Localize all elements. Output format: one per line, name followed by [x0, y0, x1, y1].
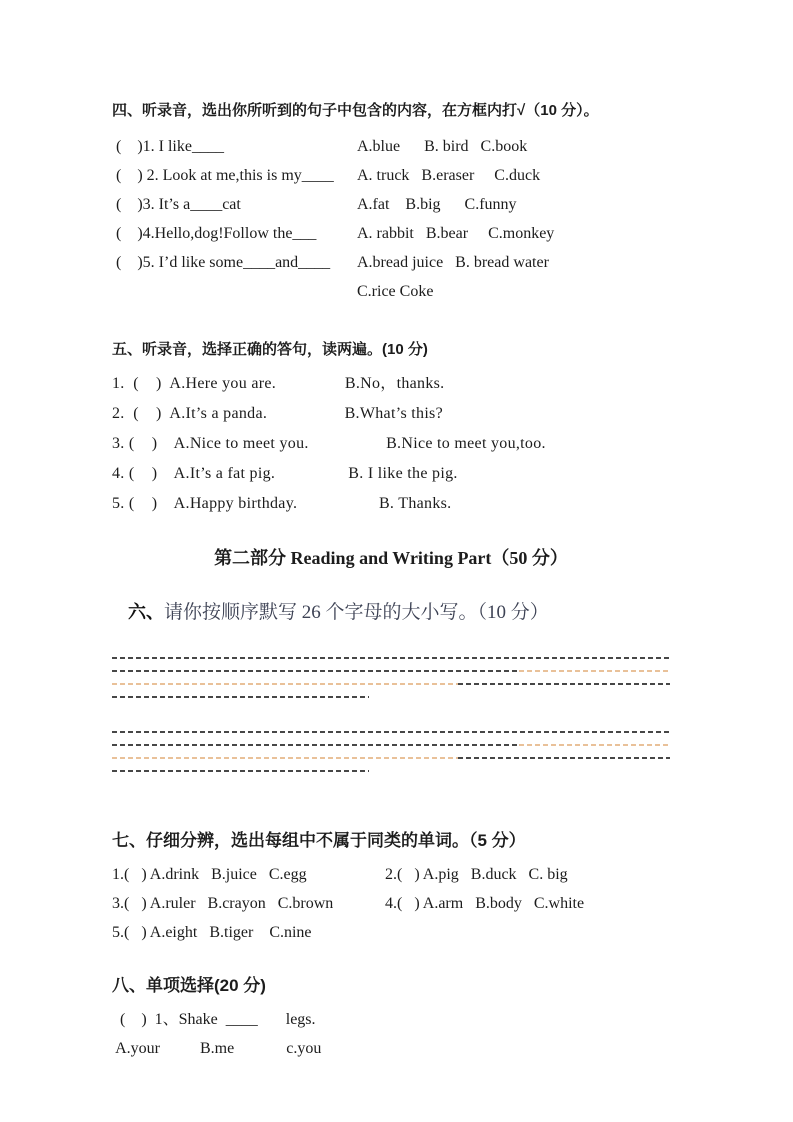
answer-line [112, 696, 670, 698]
answer-options: A. truck B.eraser C.duck [357, 167, 541, 184]
section-7-heading: 七、仔细分辨，选出每组中不属于同类的单词。（5 分） [112, 831, 526, 850]
answer-line [112, 670, 670, 672]
question-row-4-4 [112, 219, 670, 248]
question-row-4-5 [112, 248, 670, 277]
section-4-listening-choose [112, 100, 670, 306]
section-6-instruction: 请你按顺序默写 26 个字母的大小写。（10 分） [164, 602, 549, 623]
question-row-5-4: 4. ( ) A.It’s a fat pig. B. I like the pig. [112, 465, 458, 482]
question-row-5-1: 1. ( ) A.Here you are. B.No，thanks. [112, 375, 445, 392]
answer-line [112, 744, 670, 746]
question-text [112, 277, 357, 306]
question-group-left: 1.( ) A.drink B.juice C.egg [112, 866, 307, 883]
section-6-number: 六、 [128, 602, 164, 622]
question-row-5-3: 3. ( ) A.Nice to meet you. B.Nice to meet you,too. [112, 435, 546, 452]
section-5-heading: 五、听录音，选择正确的答句，读两遍。(10 分) [112, 341, 428, 358]
question-group-right: 2.( ) A.pig B.duck C. big [385, 866, 568, 883]
writing-lines-group-1 [112, 657, 670, 698]
answer-options: A.blue B. bird C.book [357, 138, 528, 155]
section-8-multiple-choice [112, 974, 670, 1063]
section-4-heading: 四、听录音，选出你所听到的句子中包含的内容，在方框内打√（10 分）。 [112, 102, 599, 119]
question-row-5-5: 5. ( ) A.Happy birthday. B. Thanks. [112, 495, 452, 512]
answer-line [112, 770, 670, 772]
question-row-5-2: 2. ( ) A.It’s a panda. B.What’s this? [112, 405, 443, 422]
question-row-8-1: ( ) 1、Shake ____ legs. [112, 1011, 316, 1028]
question-group-right: 4.( ) A.arm B.body C.white [385, 895, 585, 912]
answer-options-8-1: A.your B.me c.you [112, 1040, 322, 1057]
answer-options: C.rice Coke [357, 283, 434, 300]
question-row-4-5-overflow [112, 277, 670, 306]
section-8-heading: 八、单项选择(20 分) [112, 976, 266, 995]
writing-lines-group-2 [112, 731, 670, 772]
answer-options: A.fat B.big C.funny [357, 196, 517, 213]
answer-options: A.bread juice B. bread water [357, 254, 549, 271]
section-5-listening-reply [112, 339, 670, 519]
question-row-7-2 [112, 889, 670, 918]
part-2-title: 第二部分 Reading and Writing Part（50 分） [214, 548, 568, 568]
question-row-7-1 [112, 860, 670, 889]
answer-line [112, 683, 670, 685]
question-text: ( ) 2. Look at me,this is my____ [112, 167, 334, 184]
answer-line [112, 731, 670, 733]
question-row-4-2 [112, 161, 670, 190]
answer-options: A. rabbit B.bear C.monkey [357, 225, 555, 242]
question-row-4-3 [112, 190, 670, 219]
question-text: ( )4.Hello,dog!Follow the___ [112, 225, 317, 242]
answer-line [112, 757, 670, 759]
question-text: ( )1. I like____ [112, 138, 224, 155]
question-row-4-1 [112, 132, 670, 161]
question-text: ( )3. It’s a____cat [112, 196, 241, 213]
question-group-left: 5.( ) A.eight B.tiger C.nine [112, 924, 312, 941]
question-row-7-3 [112, 918, 670, 947]
answer-line [112, 657, 670, 659]
question-group-left: 3.( ) A.ruler B.crayon C.brown [112, 895, 334, 912]
section-6-heading [112, 573, 670, 653]
section-7-odd-one-out [112, 829, 670, 947]
question-text: ( )5. I’d like some____and____ [112, 254, 331, 271]
